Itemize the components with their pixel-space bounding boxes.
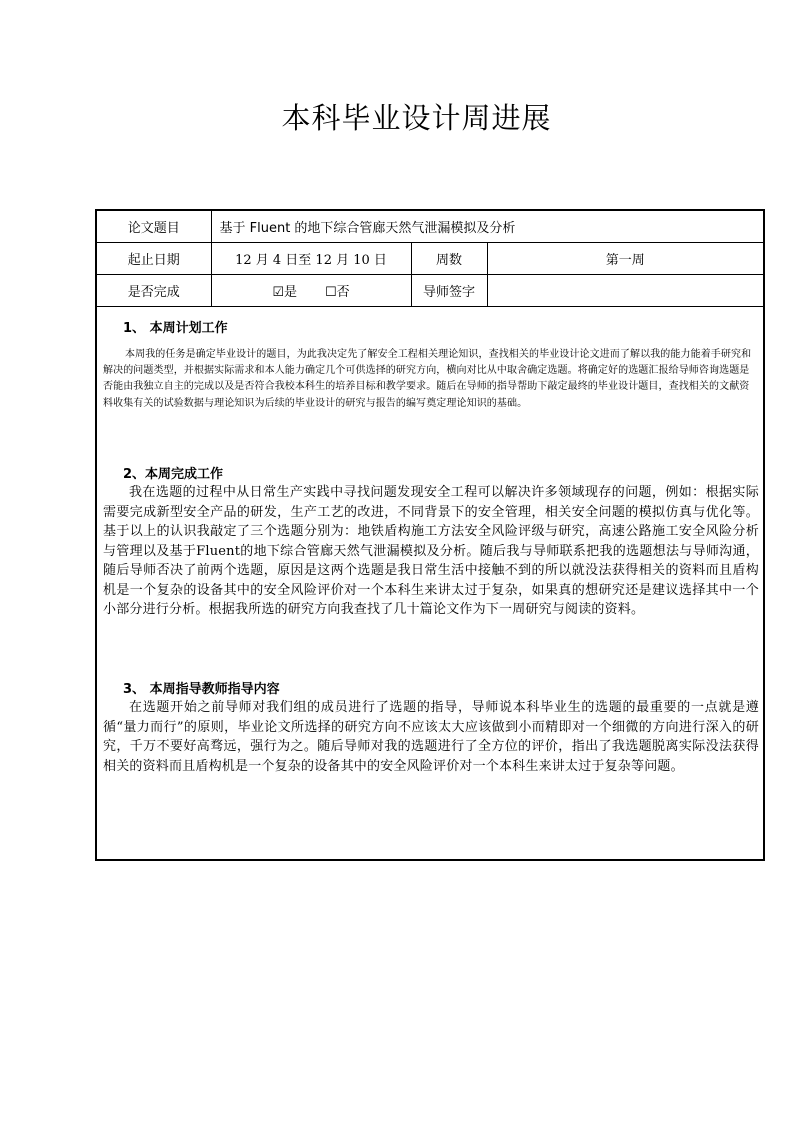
signature-value	[487, 275, 763, 307]
table-row	[97, 275, 763, 307]
info-table	[97, 211, 763, 307]
done-yes-checkbox[interactable]: ☑是	[272, 285, 297, 300]
section-paragraph: 我在选题的过程中从日常生产实践中寻找问题发现安全工程可以解决许多领域现存的问题，例如：根据实际需要完成新型安全产品的研发，生产工艺的改进，不同背景下的安全管理，相关安全问题的模拟仿真与优化等。基于以上的认识我敲定了三个选题分别为：地铁盾构施工方法安全风险评级与研究，高速公路施工安全风险分析与管理以及基于Fluent的地下综合管廊天然气泄漏模拟及分析。随后我与导师联系把我的选题想法与导师沟通，随后导师否决了前两个选题，原因是这两个选题是我日常生活中接触不到的所以就没法获得相关的资料而且盾构机是一个复杂的设备其中的安全风险评价对一个本科生来讲太过于复杂，如果真的想研究还是建议选择其中一个小部分进行分析。根据我所选的研究方向我查找了几十篇论文作为下一周研究与阅读的资料。	[103, 485, 759, 617]
week-value: 第一周	[487, 243, 763, 275]
section-paragraph: 本周我的任务是确定毕业设计的题目，为此我决定先了解安全工程相关理论知识，查找相关的毕业设计论文进而了解以我的能力能着手研究和解决的问题类型，并根据实际需求和本人能力确定几个可供选择的研究方向，横向对比从中取舍确定选题。将确定好的选题汇报给导师咨询选题是否能由我独立自主的完成以及是否符合我校本科生的培养目标和教学要求。随后在导师的指导帮助下敲定最终的毕业设计题目，查找相关的文献资料收集有关的试验数据与理论知识为后续的毕业设计的研究与报告的编写奠定理论知识的基础。	[103, 349, 752, 409]
section-heading: 3、 本周指导教师指导内容	[123, 682, 280, 697]
section-heading: 2、本周完成工作	[123, 467, 224, 482]
date-value: 12 月 4 日至 12 月 10 日	[211, 243, 411, 275]
section-heading: 1、 本周计划工作	[123, 321, 228, 336]
done-options	[211, 275, 411, 307]
signature-label: 导师签字	[411, 275, 487, 307]
section-guidance	[103, 678, 759, 776]
topic-value: 基于 Fluent 的地下综合管廊天然气泄漏模拟及分析	[211, 211, 763, 243]
page-title: 本科毕业设计周进展	[281, 101, 552, 135]
date-label: 起止日期	[97, 243, 211, 275]
section-done	[103, 463, 759, 620]
done-label: 是否完成	[97, 275, 211, 307]
done-no-checkbox[interactable]: ☐否	[325, 285, 350, 300]
section-plan	[103, 317, 759, 412]
section-paragraph: 在选题开始之前导师对我们组的成员进行了选题的指导，导师说本科毕业生的选题的最重要的一点就是遵循“量力而行”的原则，毕业论文所选择的研究方向不应该太大应该做到小而精即对一个细微的方向进行深入的研究，千万不要好高骛远，强行为之。随后导师对我的选题进行了全方位的评价，指出了我选题脱离实际没法获得相关的资料而且盾构机是一个复杂的设备其中的安全风险评价对一个本科生来讲太过于复杂等问题。	[103, 700, 759, 774]
progress-form	[95, 209, 765, 861]
topic-label: 论文题目	[97, 211, 211, 243]
week-label: 周数	[411, 243, 487, 275]
table-row	[97, 243, 763, 275]
table-row	[97, 211, 763, 243]
